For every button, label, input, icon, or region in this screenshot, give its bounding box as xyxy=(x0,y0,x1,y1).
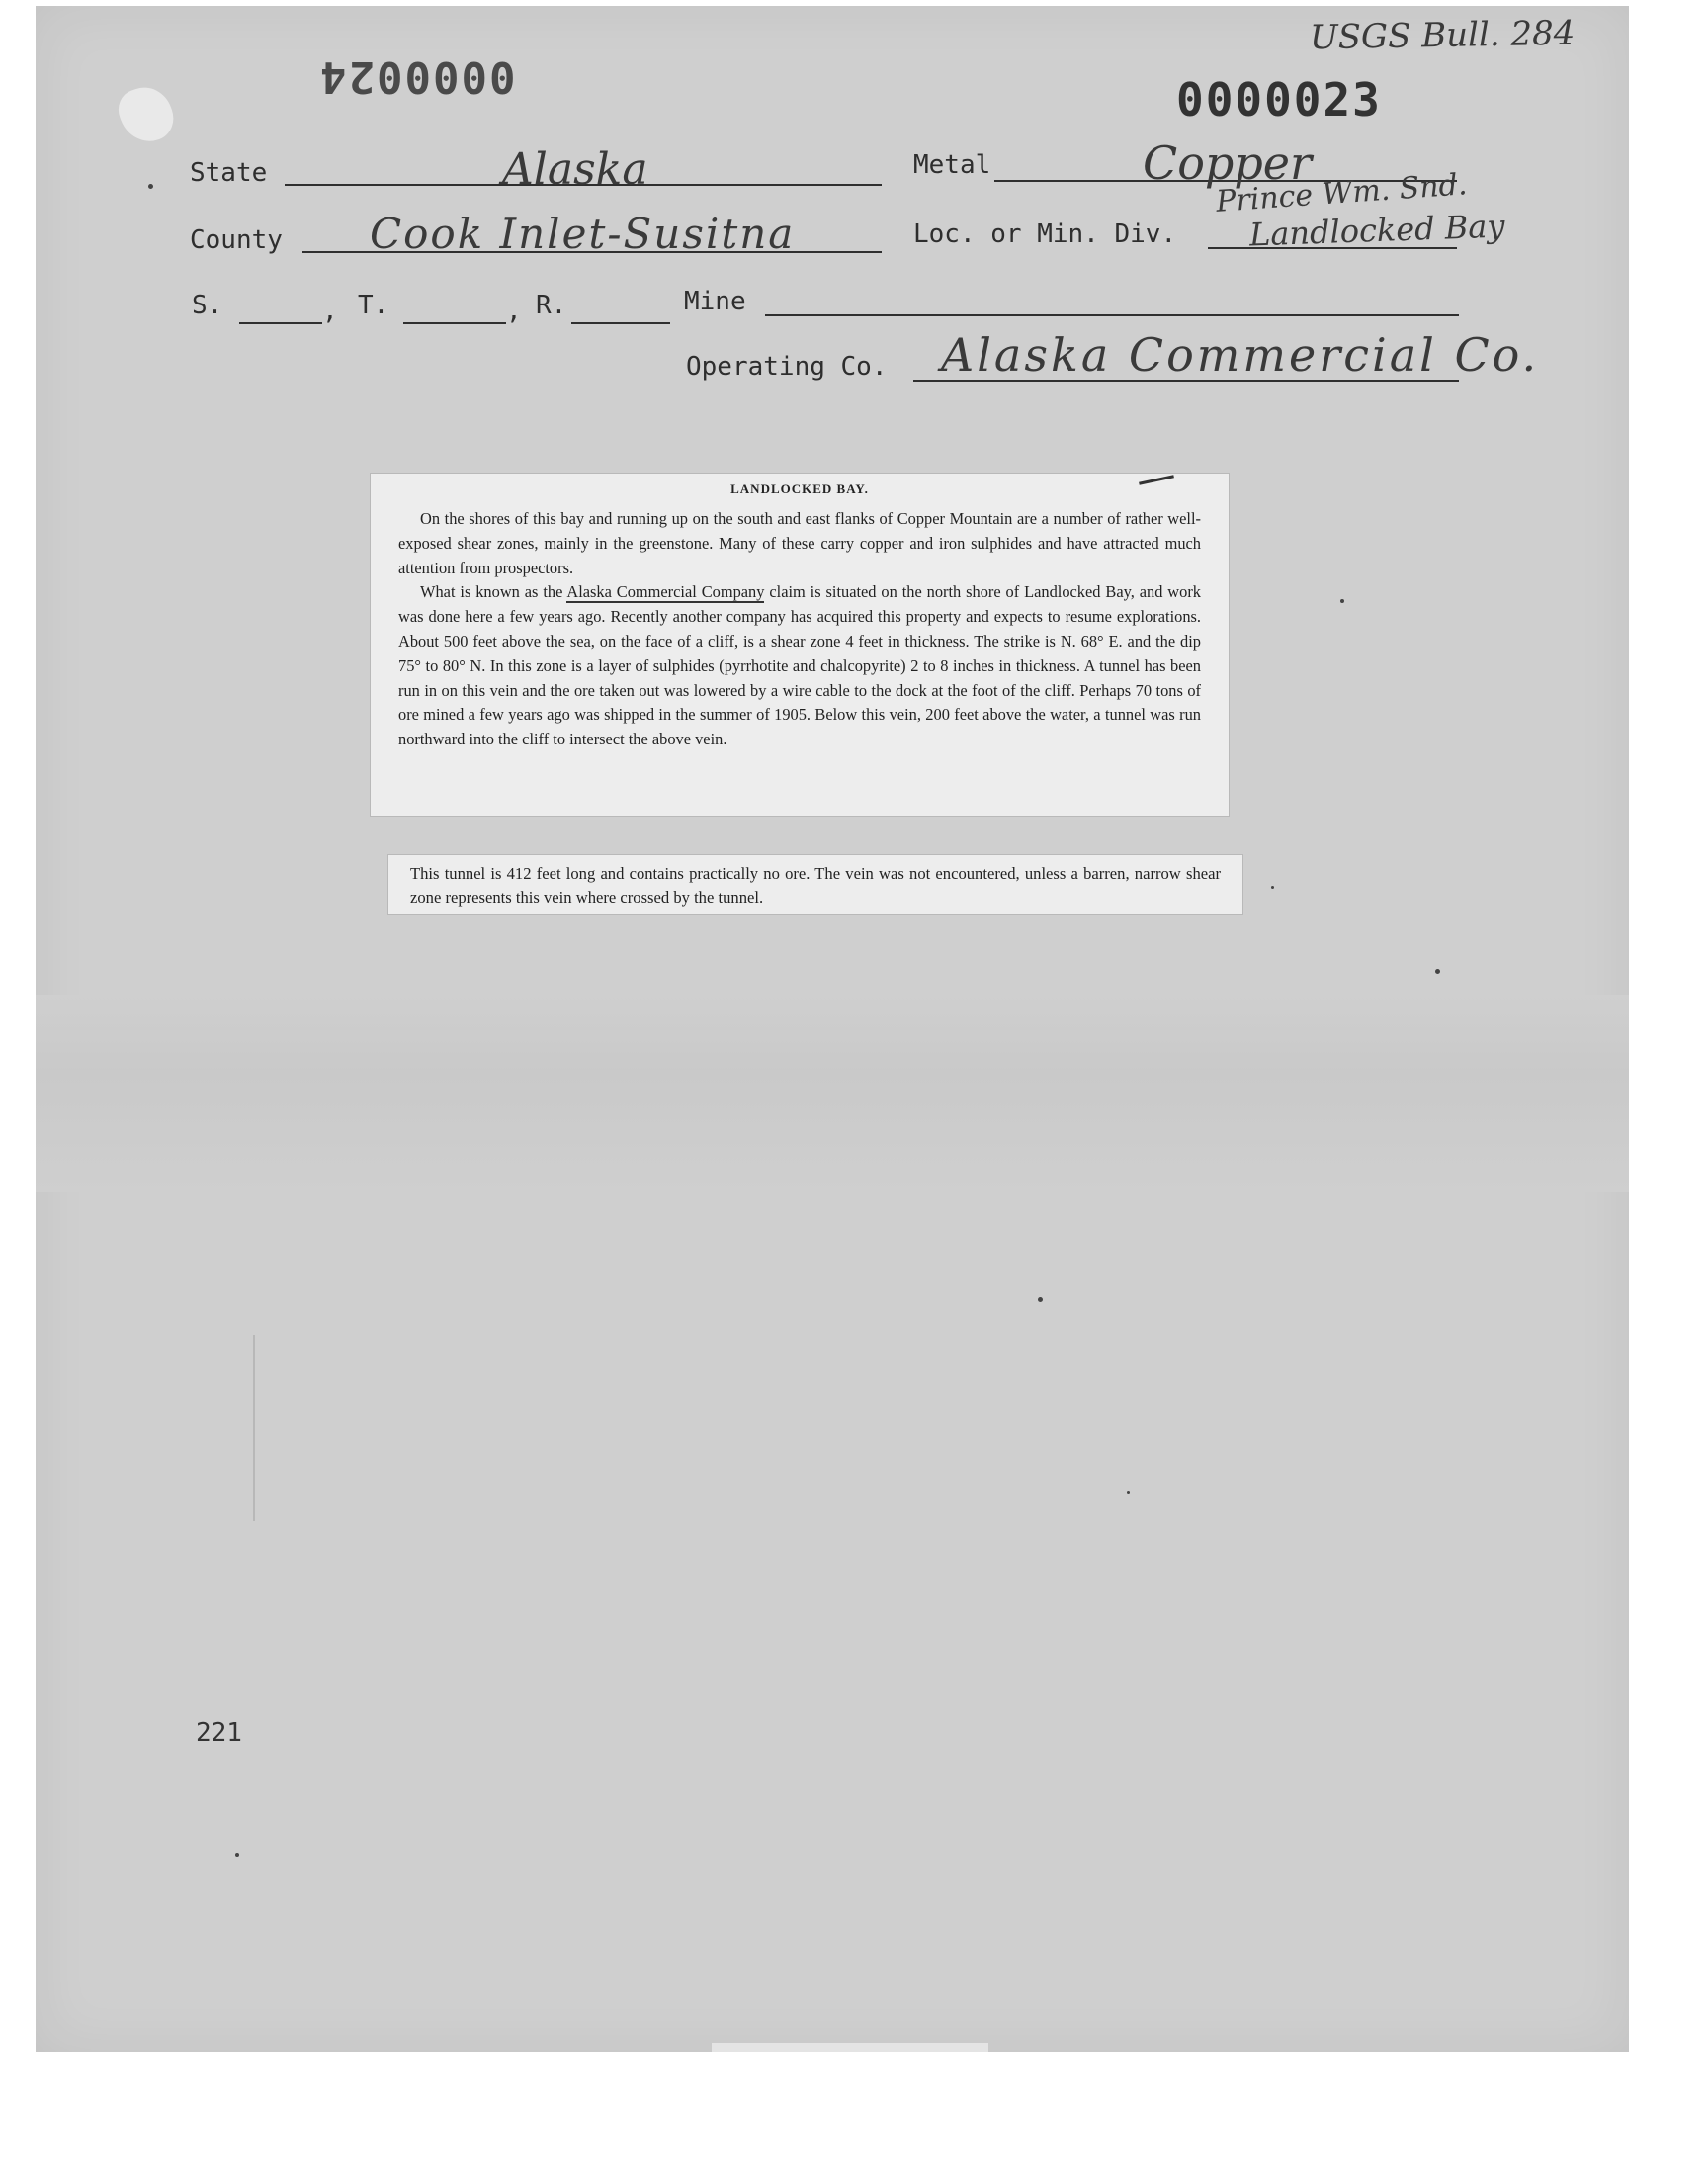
clipping-para1-text: On the shores of this bay and running up on the south and east flanks of Copper Mountain are a number of rather well-exposed shear zones, mainly in the greenstone. Many of these carry copper and iron sulphides and have attracted much attention from prospectors. xyxy=(398,509,1201,577)
clipping-para2-after: claim is situated on the north shore of Landlocked Bay, and work was done here a few years ago. Recently another company has acquired this property and expects to resume explorations. About 500 feet above the sea, on the face of a cliff, is a shear zone 4 feet in thickness. The strike is N. 68° E. and the dip 75° to 80° N. In this zone is a layer of sulphides (pyrrhotite and chalcopyrite) 2 to 8 inches in thickness. A tunnel has been run in on this vein and the ore taken out was lowered by a wire cable to the dock at the foot of the cliff. Perhaps 70 tons of ore mined a few years ago was shipped in the summer of 1905. Below this vein, 200 feet above the water, a tunnel was run northward into the cliff to intersect the above vein. xyxy=(398,582,1201,749)
loc-value-line1: Prince Wm. Snd. xyxy=(1215,167,1469,219)
bulletin-clipping xyxy=(370,473,1230,817)
speck xyxy=(1127,1491,1130,1494)
section-label: S. xyxy=(192,291,223,320)
speck xyxy=(1038,1297,1043,1302)
county-label: County xyxy=(190,225,283,255)
mine-label: Mine xyxy=(684,287,746,316)
clipping-para2-before: What is known as the xyxy=(420,582,567,602)
clipping-paragraph-2 xyxy=(398,580,1201,752)
clipping-underlined-company: Alaska Commercial Company xyxy=(566,582,765,602)
clipping-paragraph-1 xyxy=(398,507,1201,580)
tunnel-note-clipping xyxy=(387,854,1243,915)
speck xyxy=(1271,886,1274,889)
township-comma: , xyxy=(506,297,522,326)
county-value: Cook Inlet-Susitna xyxy=(370,210,796,258)
source-note: USGS Bull. 284 xyxy=(1309,13,1576,58)
township-label: T. xyxy=(358,291,389,320)
section-comma: , xyxy=(322,297,338,326)
loc-label: Loc. or Min. Div. xyxy=(913,219,1177,249)
speck xyxy=(235,1853,239,1857)
tunnel-note-text: This tunnel is 412 feet long and contains practically no ore. The vein was not encountered, unless a barren, narrow shear zone represents this vein where crossed by the tunnel. xyxy=(410,864,1221,907)
range-line xyxy=(571,322,670,324)
operating-value: Alaska Commercial Co. xyxy=(941,328,1540,382)
speck xyxy=(1340,599,1344,603)
operating-label: Operating Co. xyxy=(686,352,888,382)
section-line xyxy=(239,322,322,324)
speck xyxy=(1435,969,1440,974)
metal-value: Copper xyxy=(1143,136,1312,190)
speck xyxy=(148,184,153,189)
record-number-stamp: 0000023 xyxy=(1176,73,1382,127)
torn-edge xyxy=(712,2043,988,2052)
upside-down-stamp: 0000024 xyxy=(318,51,516,102)
document-sheet xyxy=(36,6,1629,2052)
scan-line-artifact xyxy=(253,1335,255,1521)
scan-shading xyxy=(36,995,1629,1192)
clipping-title: LANDLOCKED BAY. xyxy=(730,481,869,496)
state-label: State xyxy=(190,158,268,188)
state-value: Alaska xyxy=(502,144,648,195)
range-label: R. xyxy=(536,291,567,320)
loc-value-line2: Landlocked Bay xyxy=(1248,207,1506,254)
township-line xyxy=(403,322,506,324)
metal-label: Metal xyxy=(913,150,991,180)
mine-line xyxy=(765,314,1459,316)
page-number: 221 xyxy=(196,1718,242,1748)
